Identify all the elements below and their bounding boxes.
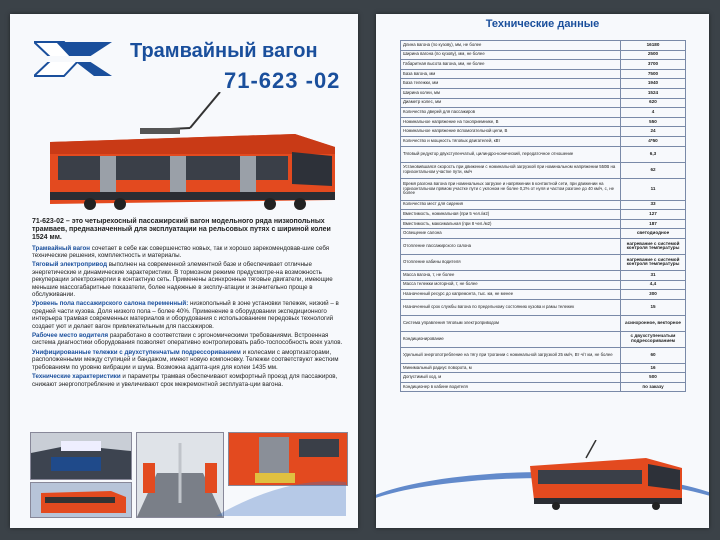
- spec-label: База вагона, мм: [401, 69, 621, 79]
- spec-label: Вместимость, максимальная (при 8 чел./м2): [401, 219, 621, 229]
- specs-title: Технические данные: [485, 18, 600, 30]
- spec-value: 31: [621, 270, 686, 280]
- spec-value: 2500: [621, 50, 686, 60]
- spec-value: 7500: [621, 69, 686, 79]
- spec-row: [401, 98, 686, 108]
- spec-label: Ширина вагона (по кузову), мм, не более: [401, 50, 621, 60]
- spec-label: Удельный энергопотребление на тягу при трогании с номинальной загрузкой 25 км/ч, Вт·ч/т км, не более: [401, 347, 621, 363]
- spec-row: [401, 373, 686, 383]
- spec-value: 16180: [621, 41, 686, 51]
- spec-value: 60: [621, 347, 686, 363]
- spec-value: с двухступенчатым подрессориванием: [621, 331, 686, 347]
- page-title: Трамвайный вагон: [130, 40, 318, 62]
- spec-row: [401, 60, 686, 70]
- spec-label: Допустимый ход, м: [401, 373, 621, 383]
- spec-row: [401, 127, 686, 137]
- spec-label: Длина вагона (по кузову), мм, не более: [401, 41, 621, 51]
- spec-value: 15: [621, 299, 686, 315]
- spec-value: 127: [621, 210, 686, 220]
- paragraph: Тяговый электропривод выполнен на современной элементной базе и обеспечивает отличные энергетические и динамические характеристики. В тормозном режиме предусмотре-на возможность рекуперации электроэнергии в контактную сеть. Применены асинхронные тяговые двигатели, имеющие меньшие массогабаритные показатели, более надежные в эксплу-атации и значительно проще в обслуживании.: [32, 261, 333, 299]
- spec-row: [401, 363, 686, 373]
- spec-row: [401, 331, 686, 347]
- spec-label: Количество мест для сидения: [401, 200, 621, 210]
- manufacturer-logo: [34, 38, 116, 80]
- spec-row: [401, 270, 686, 280]
- spec-label: Кондиционирование: [401, 331, 621, 347]
- spec-label: Система управления тяговым электроприводом: [401, 315, 621, 331]
- spec-value: асинхронное, векторное: [621, 315, 686, 331]
- spec-label: Отопление пассажирского салона: [401, 238, 621, 254]
- brochure-right-page: [376, 14, 709, 528]
- spec-row: [401, 136, 686, 146]
- spec-label: Масса вагона, т, не более: [401, 270, 621, 280]
- tram-illustration: [526, 440, 686, 514]
- spec-label: Номинальное напряжение на токоприемнике, В: [401, 117, 621, 127]
- spec-row: [401, 299, 686, 315]
- cab-photo: [30, 432, 132, 480]
- spec-value: 1940: [621, 79, 686, 89]
- paragraph: Унифицированные тележки с двухступенчатым подрессориванием и колесами с амортизаторами, расположенными между ступицей и бандажом, имеют новую компоновку. Тележки соответствуют жестким требованиям по уровню вибрации и шума. Возможна адапта-ция для колеи 1435 мм.: [32, 348, 339, 371]
- description-text: [32, 218, 344, 390]
- spec-row: [401, 210, 686, 220]
- spec-label: Освещение салона: [401, 229, 621, 239]
- spec-value: 16: [621, 363, 686, 373]
- spec-row: [401, 229, 686, 239]
- paragraph: Технические характеристики и параметры трамвая обеспечивают комфортный проезд для пассажиров, снижают энергопотребление и увеличивают срок межремонтной эксплуата-ции вагона.: [32, 373, 338, 388]
- brochure-left-page: [10, 14, 358, 528]
- spec-value: 4: [621, 108, 686, 118]
- spec-value: 4,4: [621, 280, 686, 290]
- spec-row: [401, 315, 686, 331]
- spec-row: [401, 200, 686, 210]
- spec-row: [401, 79, 686, 89]
- spec-label: Вместимость, номинальная (при 5 чел./м2): [401, 210, 621, 220]
- spec-value: 24: [621, 127, 686, 137]
- specs-table: [400, 40, 686, 392]
- spec-row: [401, 178, 686, 200]
- spec-value: 6,3: [621, 146, 686, 162]
- spec-value: 3700: [621, 60, 686, 70]
- spec-label: Назначенный ресурс до капремонта, тыс. км, не менее: [401, 290, 621, 300]
- spec-label: Габаритная высота вагона, мм, не более: [401, 60, 621, 70]
- spec-row: [401, 238, 686, 254]
- paragraph: Трамвайный вагон сочетает в себе как совершенство новых, так и хорошо зарекомендовав-шие себя технические решения, комплектность и материалы.: [32, 244, 330, 260]
- spec-label: Отопление кабины водителя: [401, 254, 621, 270]
- spec-label: Назначенный срок службы вагона по предельному состоянию кузова и рамы тележек: [401, 299, 621, 315]
- spec-label: Количество дверей для пассажиров: [401, 108, 621, 118]
- spec-value: 500: [621, 373, 686, 383]
- spec-value: 33: [621, 200, 686, 210]
- model-number: 71-623 -02: [224, 68, 341, 93]
- spec-label: Кондиционер в кабине водителя: [401, 382, 621, 392]
- spec-value: нагревание с системой контроля температуры: [621, 254, 686, 270]
- spec-row: [401, 41, 686, 51]
- spec-value: 187: [621, 219, 686, 229]
- spec-row: [401, 219, 686, 229]
- spec-label: Количество и мощность тяговых двигателей, кВт: [401, 136, 621, 146]
- spec-label: Установившаяся скорость при движении с номинальной загрузкой при номинальном напряжении 550В на горизонтальном участке пути, км/ч: [401, 162, 621, 178]
- spec-label: Диаметр колес, мм: [401, 98, 621, 108]
- spec-row: [401, 146, 686, 162]
- spec-row: [401, 382, 686, 392]
- spec-value: 62: [621, 162, 686, 178]
- spec-label: Время разгона вагона при номинальных загрузке и напряжении в контактной сети, при движении на горизонтальном прямом участке пути с уклоном не более 0,2% от нуля и частом разгоне до 40 км/ч, с, не более: [401, 178, 621, 200]
- spec-label: Тяговый редуктор двухступенчатый, цилиндро-конический, передаточное отношение: [401, 146, 621, 162]
- spec-row: [401, 88, 686, 98]
- spec-row: [401, 50, 686, 60]
- spec-row: [401, 290, 686, 300]
- spec-label: Ширина колеи, мм: [401, 88, 621, 98]
- photo-strip: [30, 432, 346, 516]
- spec-value: светодиодное: [621, 229, 686, 239]
- spec-row: [401, 108, 686, 118]
- spec-row: [401, 280, 686, 290]
- tram-exterior-photo: [30, 482, 132, 518]
- interior-photo: [136, 432, 224, 518]
- spec-label: Масса тележки моторной, т, не более: [401, 280, 621, 290]
- spec-value: 11: [621, 178, 686, 200]
- spec-value: 4*50: [621, 136, 686, 146]
- spec-value: 620: [621, 98, 686, 108]
- spec-value: нагревание с системой контроля температуры: [621, 238, 686, 254]
- spec-value: по заказу: [621, 382, 686, 392]
- lead-paragraph: 71-623-02 – это четырехосный пассажирский вагон модельного ряда низкопольных трамваев, предназначенный для эксплуатации на рельсовых путях с шириной колеи 1524 мм.: [32, 218, 331, 242]
- spec-label: Номинальное напряжение вспомогательной цепи, В: [401, 127, 621, 137]
- spec-label: База тележки, мм: [401, 79, 621, 89]
- spec-row: [401, 254, 686, 270]
- spec-row: [401, 69, 686, 79]
- spec-label: Минимальный радиус поворота, м: [401, 363, 621, 373]
- paragraph: Уровень пола пассажирского салона переменный: низкопольный в зоне установки тележек, низкий – в средней части кузова. Доля низкого пола – более 40%. Применение в оборудовании экспедиционного интерьера трамвая современных материалов и оборудования с использованием передовых технологий создает уют и делает вагон привлекательным для пассажиров.: [32, 300, 339, 330]
- tram-photo: [40, 92, 340, 212]
- decorative-swoosh: [216, 476, 346, 516]
- spec-row: [401, 117, 686, 127]
- spec-row: [401, 162, 686, 178]
- paragraph: Рабочее место водителя разработано в соответствии с эргономическими требованиями. Встроенная система диагностики оборудования позволяет оперативно контролировать рабо-тоспособность всех узлов.: [32, 332, 343, 347]
- spec-value: 550: [621, 117, 686, 127]
- spec-value: 300: [621, 290, 686, 300]
- spec-value: 1524: [621, 88, 686, 98]
- spec-row: [401, 347, 686, 363]
